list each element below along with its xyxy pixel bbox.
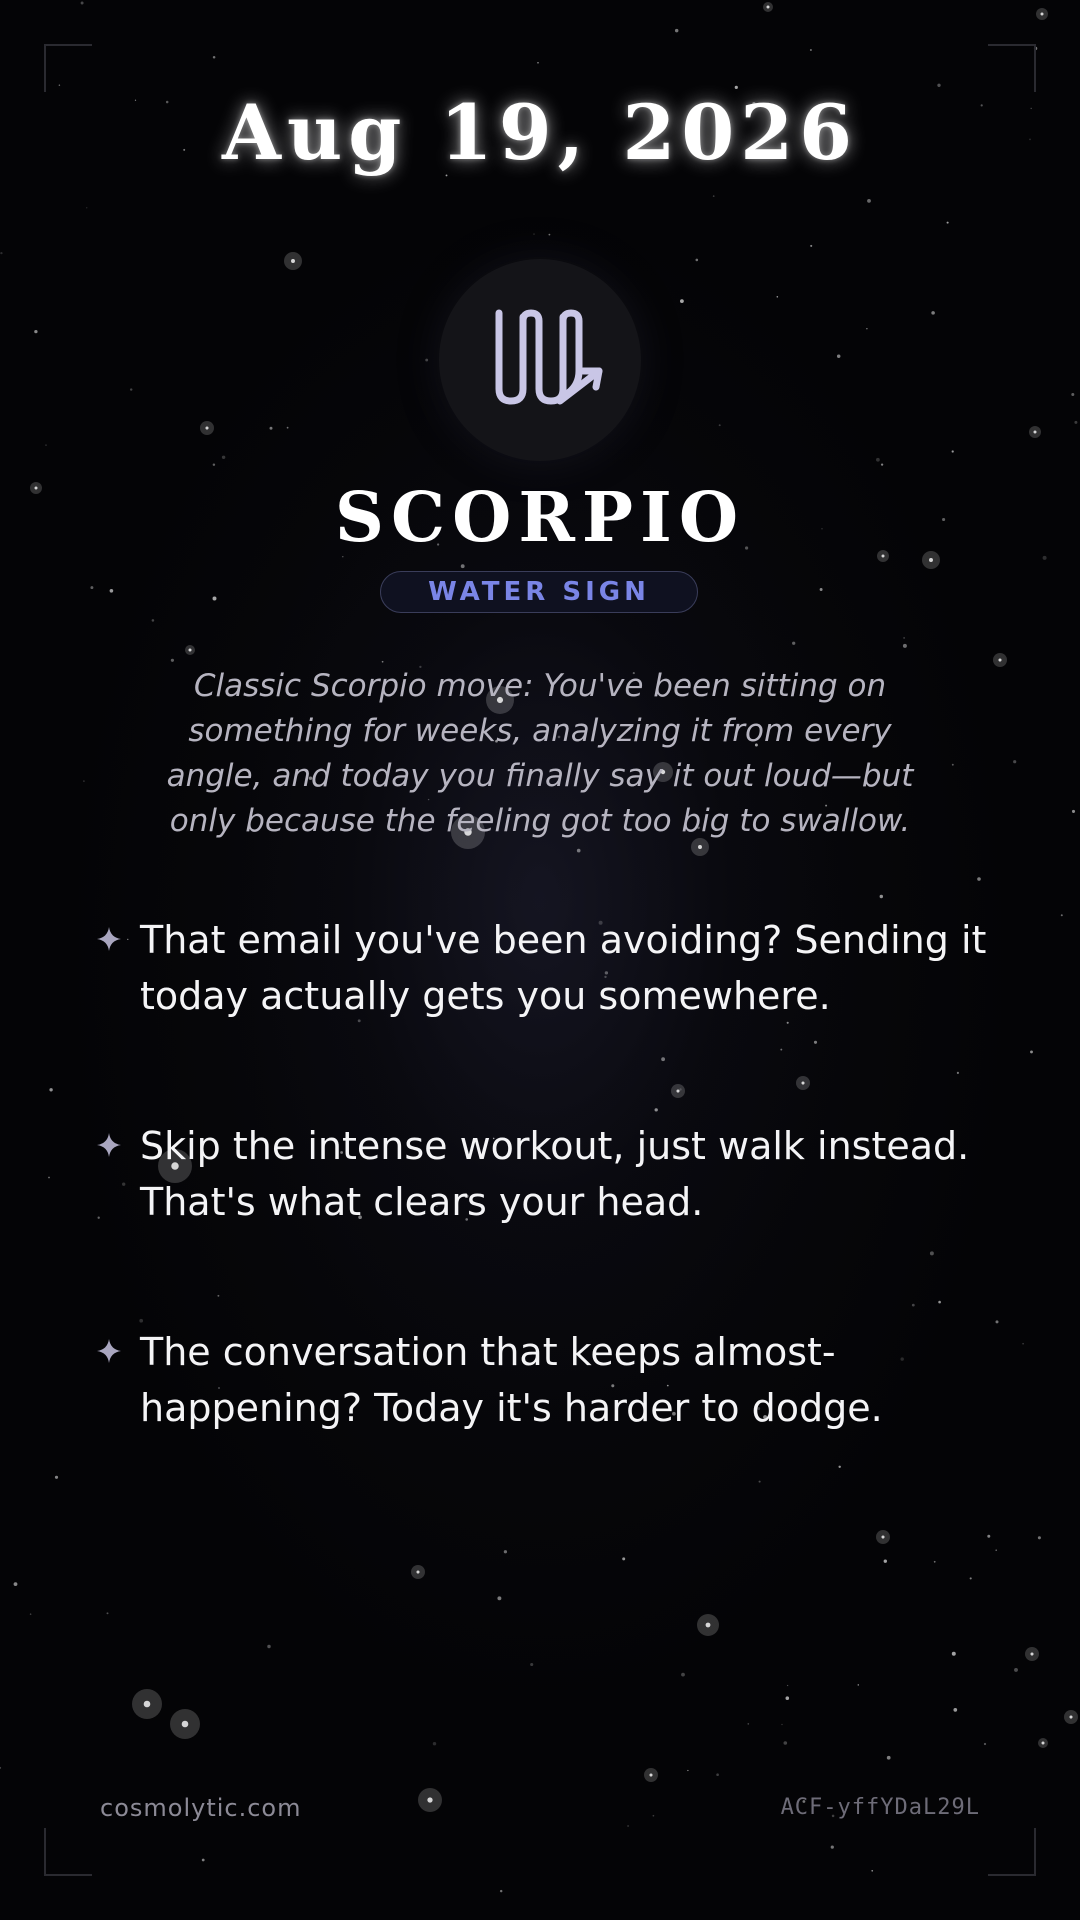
corner-frame-bottom-right	[988, 1828, 1036, 1876]
star-dot	[55, 1476, 58, 1479]
star-dot	[653, 1815, 655, 1817]
star-dot	[931, 311, 935, 315]
star-dot	[838, 1466, 840, 1468]
star-dot	[996, 1320, 999, 1323]
star-dot	[537, 62, 539, 64]
star-dot	[382, 661, 384, 663]
star-dot	[984, 1743, 986, 1745]
star-dot	[171, 659, 174, 662]
star-dot	[810, 49, 812, 51]
star-dot	[1074, 421, 1077, 424]
star-dot	[866, 328, 867, 329]
element-badge: WATER SIGN	[380, 571, 698, 613]
star-dot	[461, 564, 465, 568]
glowing-star-core	[1069, 1715, 1072, 1718]
star-dot	[716, 1773, 719, 1776]
star-dot	[34, 330, 37, 333]
star-dot	[83, 780, 85, 782]
star-dot	[1072, 810, 1075, 813]
star-dot	[127, 939, 128, 940]
glowing-star-core	[205, 426, 208, 429]
star-dot	[903, 644, 907, 648]
star-dot	[110, 589, 114, 593]
star-dot	[1022, 1343, 1024, 1345]
star-dot	[759, 1481, 761, 1483]
star-dot	[837, 354, 840, 357]
star-dot	[687, 1770, 688, 1771]
forecast-text: That email you've been avoiding? Sending it today actually gets you somewhere.	[140, 918, 987, 1018]
star-dot	[867, 199, 871, 203]
zodiac-glyph-badge	[439, 259, 641, 461]
star-dot	[49, 1088, 52, 1091]
star-dot	[713, 195, 715, 197]
star-dot	[881, 463, 883, 465]
star-dot	[45, 444, 47, 446]
star-dot	[719, 424, 721, 426]
star-dot	[130, 388, 132, 390]
glowing-star-core	[182, 1721, 189, 1728]
star-dot	[987, 1535, 990, 1538]
star-dot	[820, 588, 823, 591]
star-dot	[810, 245, 812, 247]
star-dot	[504, 1550, 507, 1553]
glowing-star-core	[998, 658, 1001, 661]
star-dot	[217, 1295, 219, 1297]
date-heading: Aug 19, 2026	[221, 88, 859, 177]
star-dot	[48, 1177, 50, 1179]
glowing-star-core	[189, 649, 192, 652]
star-dot	[787, 1685, 788, 1686]
star-dot	[497, 1596, 501, 1600]
star-dot	[287, 427, 289, 429]
star-dot	[934, 1561, 936, 1563]
star-dot	[937, 84, 940, 87]
star-dot	[831, 1846, 834, 1849]
star-dot	[500, 1890, 502, 1892]
corner-frame-bottom-left	[44, 1828, 92, 1876]
glowing-star-core	[676, 1089, 679, 1092]
star-dot	[887, 1756, 891, 1760]
star-dot	[970, 1577, 972, 1579]
star-dot	[213, 463, 215, 465]
star-dot	[661, 1057, 665, 1061]
four-point-star-icon	[96, 926, 122, 952]
star-dot	[270, 427, 273, 430]
star-dot	[680, 299, 684, 303]
star-dot	[792, 642, 795, 645]
star-dot	[784, 1741, 788, 1745]
star-dot	[780, 1049, 782, 1051]
star-dot	[549, 234, 551, 236]
star-dot	[1061, 914, 1063, 916]
four-point-star-icon	[96, 1132, 122, 1158]
star-dot	[952, 764, 954, 766]
star-dot	[953, 1708, 957, 1712]
star-dot	[122, 1183, 125, 1186]
star-dot	[30, 1613, 32, 1615]
star-dot	[0, 1767, 1, 1769]
site-link[interactable]: cosmolytic.com	[100, 1794, 302, 1822]
glowing-star-core	[416, 1570, 419, 1573]
star-dot	[1014, 1668, 1018, 1672]
corner-frame-top-left	[44, 44, 92, 92]
scorpio-glyph-icon	[439, 259, 641, 461]
corner-frame-top-right	[988, 44, 1036, 92]
star-dot	[977, 877, 981, 881]
star-dot	[938, 1301, 941, 1304]
star-dot	[107, 1612, 109, 1614]
star-dot	[681, 1673, 685, 1677]
star-dot	[814, 1041, 817, 1044]
star-dot	[533, 233, 534, 234]
glowing-star-core	[767, 6, 770, 9]
glowing-star-core	[144, 1701, 151, 1708]
reference-code: ACF-yffYDaL29L	[780, 1795, 980, 1820]
star-dot	[0, 252, 2, 254]
star-dot	[786, 1696, 790, 1700]
star-dot	[747, 1723, 749, 1725]
sign-name: SCORPIO	[334, 478, 746, 558]
star-dot	[675, 29, 678, 32]
star-dot	[139, 1319, 143, 1323]
star-dot	[871, 1870, 873, 1872]
star-dot	[952, 1652, 956, 1656]
glowing-star-core	[929, 558, 933, 562]
star-dot	[952, 450, 954, 452]
glowing-star-core	[1034, 431, 1037, 434]
star-dot	[858, 1684, 860, 1686]
star-dot	[425, 359, 428, 362]
forecast-text: The conversation that keeps almost-happening? Today it's harder to dodge.	[140, 1330, 883, 1430]
star-dot	[14, 1582, 18, 1586]
star-dot	[222, 456, 225, 459]
star-dot	[213, 56, 216, 59]
star-dot	[1071, 393, 1074, 396]
glowing-star-core	[881, 1535, 884, 1538]
star-dot	[1030, 1050, 1033, 1053]
star-dot	[696, 259, 699, 262]
star-dot	[202, 1859, 205, 1862]
star-dot	[152, 619, 155, 622]
star-dot	[903, 637, 905, 639]
star-dot	[90, 586, 93, 589]
star-dot	[947, 222, 949, 224]
star-dot	[267, 1645, 270, 1648]
star-dot	[81, 2, 84, 5]
glowing-star-core	[1041, 13, 1044, 16]
star-dot	[995, 1549, 997, 1551]
glowing-star-core	[427, 1797, 432, 1802]
star-dot	[98, 1217, 100, 1219]
glowing-star-core	[291, 259, 295, 263]
star-dot	[86, 207, 87, 208]
star-dot	[655, 1108, 658, 1111]
star-dot	[1013, 760, 1016, 763]
star-dot	[777, 296, 779, 298]
star-dot	[876, 458, 880, 462]
star-dot	[627, 1825, 629, 1827]
star-dot	[622, 1557, 625, 1560]
star-dot	[957, 1072, 959, 1074]
glowing-star-core	[801, 1081, 804, 1084]
intro-paragraph: Classic Scorpio move: You've been sitting on something for weeks, analyzing it from every angle, and today you finally say it out loud—but only because the feeling got too big to swallow.	[166, 668, 914, 839]
glowing-star-core	[706, 1623, 711, 1628]
star-dot	[577, 849, 581, 853]
glowing-star-core	[698, 845, 702, 849]
star-dot	[530, 1663, 533, 1666]
glowing-star-core	[1042, 1742, 1045, 1745]
star-dot	[930, 1251, 934, 1255]
star-dot	[433, 1742, 436, 1745]
star-dot	[1038, 1536, 1041, 1539]
star-dot	[880, 895, 883, 898]
star-dot	[781, 1724, 782, 1725]
star-dot	[213, 597, 217, 601]
star-dot	[884, 1560, 887, 1563]
star-dot	[912, 1304, 915, 1307]
forecast-text: Skip the intense workout, just walk instead. That's what clears your head.	[140, 1124, 970, 1224]
glowing-star-core	[649, 1773, 652, 1776]
glowing-star-core	[1030, 1652, 1033, 1655]
four-point-star-icon	[96, 1338, 122, 1364]
